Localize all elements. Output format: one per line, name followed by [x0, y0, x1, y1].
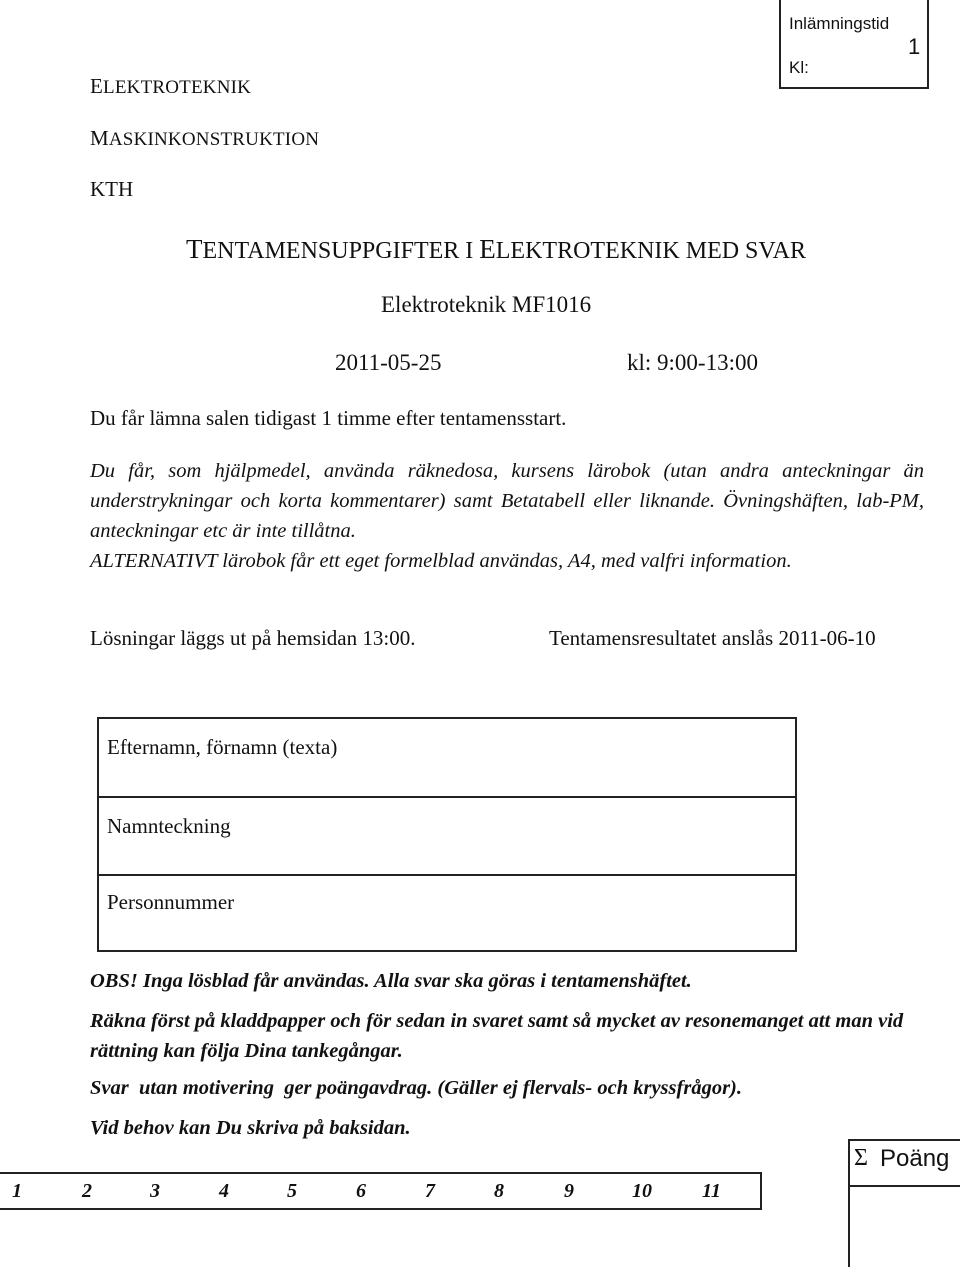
university-name: KTH [90, 177, 134, 201]
signature-label: Namnteckning [107, 814, 231, 838]
submission-label: Inlämningstid [789, 14, 890, 33]
department-machine-design-initial: M [90, 126, 109, 150]
problem-number: 2 [82, 1180, 92, 1202]
problem-number: 6 [356, 1180, 366, 1202]
problem-number: 3 [150, 1180, 160, 1202]
exam-date: 2011-05-25 [335, 350, 442, 375]
sigma-icon: Σ [854, 1145, 868, 1171]
backside-instruction: Vid behov kan Du skriva på baksidan. [90, 1117, 411, 1139]
title-part-b: LEKTROTEKNIK MED SVAR [495, 238, 806, 264]
department-electrical-rest: LEKTROTEKNIK [103, 77, 252, 98]
department-electrical [90, 74, 251, 99]
problem-number: 9 [564, 1180, 574, 1202]
points-divider [850, 1185, 960, 1187]
total-points-label: Poäng [880, 1145, 950, 1172]
name-field[interactable] [99, 719, 795, 798]
problem-number: 10 [632, 1180, 652, 1202]
department-machine-design [90, 126, 319, 151]
personal-number-label: Personnummer [107, 890, 235, 914]
score-table [0, 1172, 762, 1210]
obs-instruction: OBS! Inga lösblad får användas. Alla svar ska göras i tentamenshäftet. [90, 970, 692, 992]
problem-number: 8 [494, 1180, 504, 1202]
leave-note: Du får lämna salen tidigast 1 timme efter tentamensstart. [90, 406, 567, 430]
submission-box [779, 0, 929, 89]
title-initial-a: T [186, 234, 203, 264]
motivation-instruction: Svar utan motivering ger poängavdrag. (Gäller ej flervals- och kryssfrågor). [90, 1077, 742, 1099]
course-name: Elektroteknik MF1016 [381, 292, 592, 317]
problem-number: 11 [702, 1180, 721, 1202]
allowed-aids-text: Du får, som hjälpmedel, använda räknedosa, kursens lärobok (utan andra anteckningar än understrykningar och korta kommentarer) samt Betatabell eller liknande. Övningshäften, lab-PM, anteckningar etc är inte tillåtna. [90, 460, 924, 542]
results-note: Tentamensresultatet anslås 2011-06-10 [549, 626, 876, 650]
calculation-instruction: Räkna först på kladdpapper och för sedan in svaret samt så mycket av resonemanget att man vid rättning kan följa Dina tankegångar. [90, 1010, 904, 1062]
title-initial-b: E [479, 234, 496, 264]
identity-form [97, 717, 797, 952]
problem-number: 7 [425, 1180, 435, 1202]
problem-number: 4 [219, 1180, 229, 1202]
department-machine-design-rest: ASKINKONSTRUKTION [108, 129, 320, 150]
personal-number-field[interactable] [99, 876, 795, 952]
total-points-box [848, 1139, 960, 1267]
problem-number: 1 [12, 1180, 22, 1202]
problem-number: 5 [287, 1180, 297, 1202]
title-part-a: ENTAMENSUPPGIFTER I [202, 238, 480, 264]
name-label: Efternamn, förnamn (texta) [107, 735, 338, 759]
department-electrical-initial: E [90, 74, 104, 98]
page-number: 1 [908, 34, 921, 59]
signature-field[interactable] [99, 798, 795, 876]
time-label: Kl: [789, 58, 809, 77]
alternative-aids-text: ALTERNATIVT lärobok får ett eget formelblad användas, A4, med valfri information. [90, 550, 792, 572]
solutions-note: Lösningar läggs ut på hemsidan 13:00. [90, 626, 416, 650]
exam-title [186, 234, 806, 265]
exam-time: kl: 9:00-13:00 [627, 350, 758, 375]
